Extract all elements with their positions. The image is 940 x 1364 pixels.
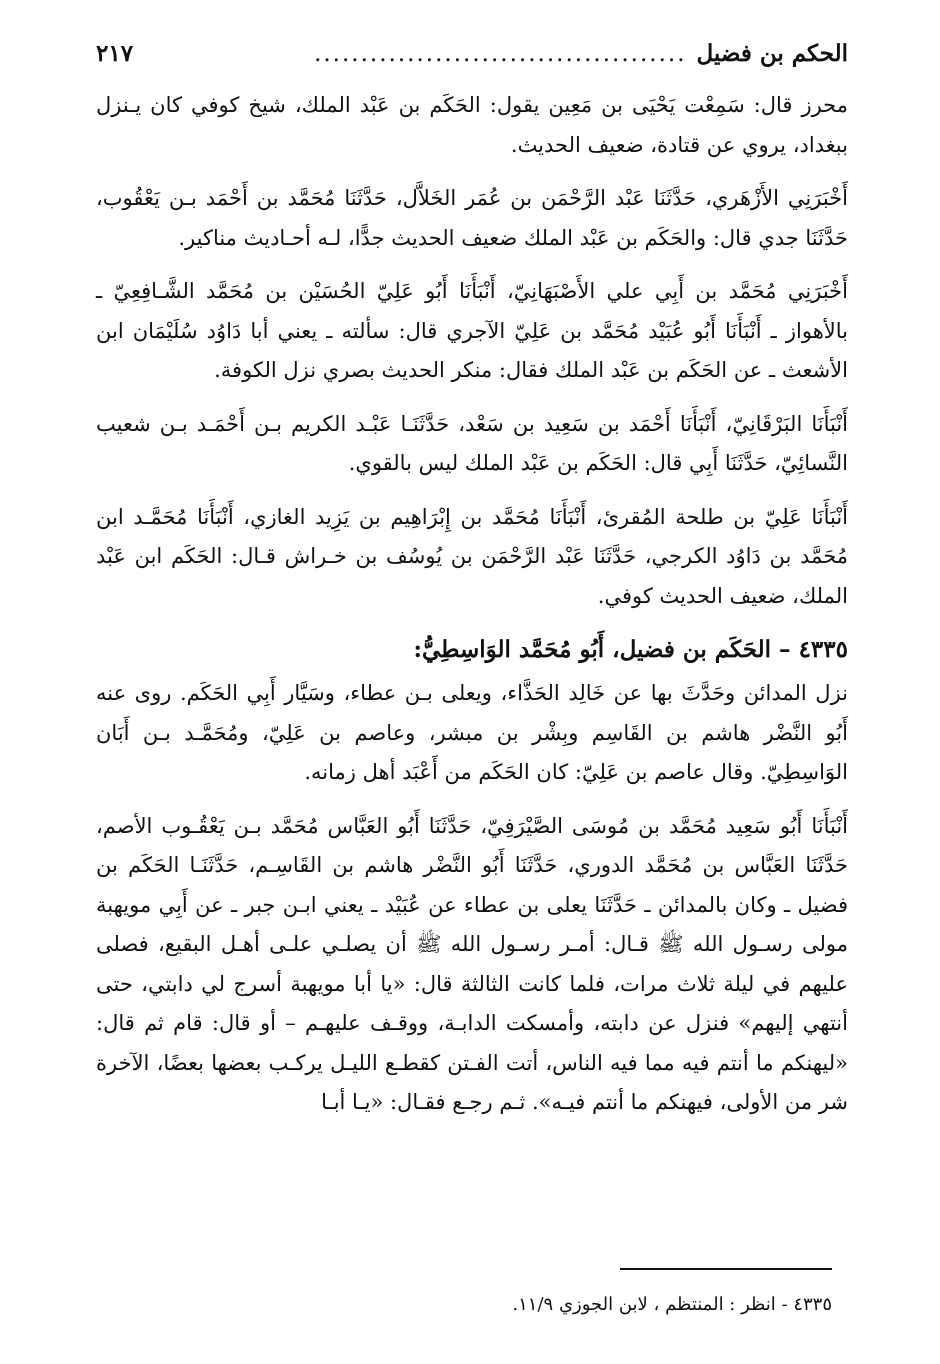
page-number: ٢١٧	[96, 40, 134, 67]
entry-paragraph: نزل المدائن وحَدَّثَ بها عن خَالِد الحَذَّاء، ويعلى بـن عطاء، وسَيَّار أَبِي الحَكَم. روى عنه أَبُو النَّضْر هاشم بن القَاسِم وبِشْر بن مبشر، وعاصم بن عَلِيّ، ومُحَمَّـد بـن أَبَان الوَاسِطِيّ. وقال عاصم بن عَلِيّ: كان الحَكَم من أَعْبَد أهل زمانه.	[96, 681, 848, 784]
footnote-separator	[620, 1268, 832, 1270]
running-head-leader-dots: ........................................	[314, 41, 687, 67]
paragraph: أَنْبَأَنَا البَرْقَانِيّ، أَنْبَأَنَا أَحْمَد بن سَعِيد بن سَعْد، حَدَّثَنَـا عَبْـد الكريم بـن أَحْمَـد بـن شعيب النَّسائِيّ، حَدَّثَنَا أَبِي قال: الحَكَم بن عَبْد الملك ليس بالقوي.	[96, 411, 848, 475]
running-head	[96, 40, 848, 86]
paragraph: أَخْبَرَنِي الأَزْهَري، حَدَّثَنَا عَبْد الرَّحْمَن بن عُمَر الخَلاَّل، حَدَّثَنَا مُحَمَّد بن أَحْمَد بـن يَعْقُوب، حَدَّثَنَا جدي قال: والحَكَم بن عَبْد الملك ضعيف الحديث جدًّا، لـه أحـاديث مناكير.	[96, 186, 848, 250]
paragraph: أَنْبَأَنَا عَلِيّ بن طلحة المُقرئ، أَنْبَأَنَا مُحَمَّد بن إِبْرَاهِيم بن يَزِيد الغازي، أَنْبَأَنَا مُحَمَّـد ابن مُحَمَّد بن دَاوُد الكرجي، حَدَّثَنَا عَبْد الرَّحْمَن بن يُوسُف بن خـراش قـال: الحَكَم ابن عَبْد الملك، ضعيف الحديث كوفي.	[96, 504, 848, 608]
entry-heading: ٤٣٣٥ – الحَكَم بن فضيل، أَبُو مُحَمَّد الوَاسِطِيُّ:	[413, 636, 848, 663]
running-head-title: الحكم بن فضيل	[696, 40, 848, 67]
book-page	[96, 40, 848, 1123]
entry-paragraph: أَنْبَأَنَا أَبُو سَعِيد مُحَمَّد بن مُوسَى الصَّيْرَفِيّ، حَدَّثَنَا أَبُو العَبَّاس مُحَمَّد بـن يَعْقُـوب الأصم، حَدَّثَنَا العَبَّاس بن مُحَمَّد الدوري، حَدَّثَنَا أَبُو النَّضْر هاشم بن القَاسِـم، حَدَّثَنَـا الحَكَم بن فضيل ـ وكان بالمدائن ـ حَدَّثَنَا يعلى بن عطاء عن عُبَيْد ـ يعني ابـن جبر ـ عن أَبِي مويهبة مولى رسـول الله ﷺ قـال: أمـر رسـول الله ﷺ أن يصلـي علـى أهـل البقيع، فصلى عليهم في ليلة ثلاث مرات، فلما كانت الثالثة قال: «يا أبا مويهبة أسرج لي دابتي، حتى أنتهي إليهم» فنزل عن دابته، وأمسكت الدابـة، ووقـف عليهـم – أو قال: قام ثم قال: «ليهنكم ما أنتم فيه مما فيه الناس، أتت الفـتن كقطـع الليـل يركـب بعضها بعضًا، الآخرة شر من الأولى، فيهنكم ما أنتم فيـه». ثـم رجـع فقـال: «يـا أبـا	[96, 813, 848, 1114]
footnote: ٤٣٣٥ - انظر : المنتظم ، لابن الجوزي ١١/٩.	[512, 1294, 832, 1315]
paragraph: محرز قال: سَمِعْت يَحْيَى بن مَعِين يقول: الحَكَم بن عَبْد الملك، شيخ كوفي كان يـنزل ببغداد، يروي عن قتادة، ضعيف الحديث.	[96, 93, 848, 157]
paragraph: أَخْبَرَنِي مُحَمَّد بن أَبِي علي الأَصْبَهَانِيّ، أَنْبَأَنَا أَبُو عَلِيّ الحُسَيْن بن مُحَمَّد الشَّـافِعِيّ ـ بالأهواز ـ أَنْبَأَنَا أَبُو عُبَيْد مُحَمَّد بن عَلِيّ الآجري قال: سألته ـ يعني أبا دَاوُد سُلَيْمَان ابن الأشعث ـ عن الحَكَم بن عَبْد الملك فقال: منكر الحديث بصري نزل الكوفة.	[96, 279, 848, 382]
